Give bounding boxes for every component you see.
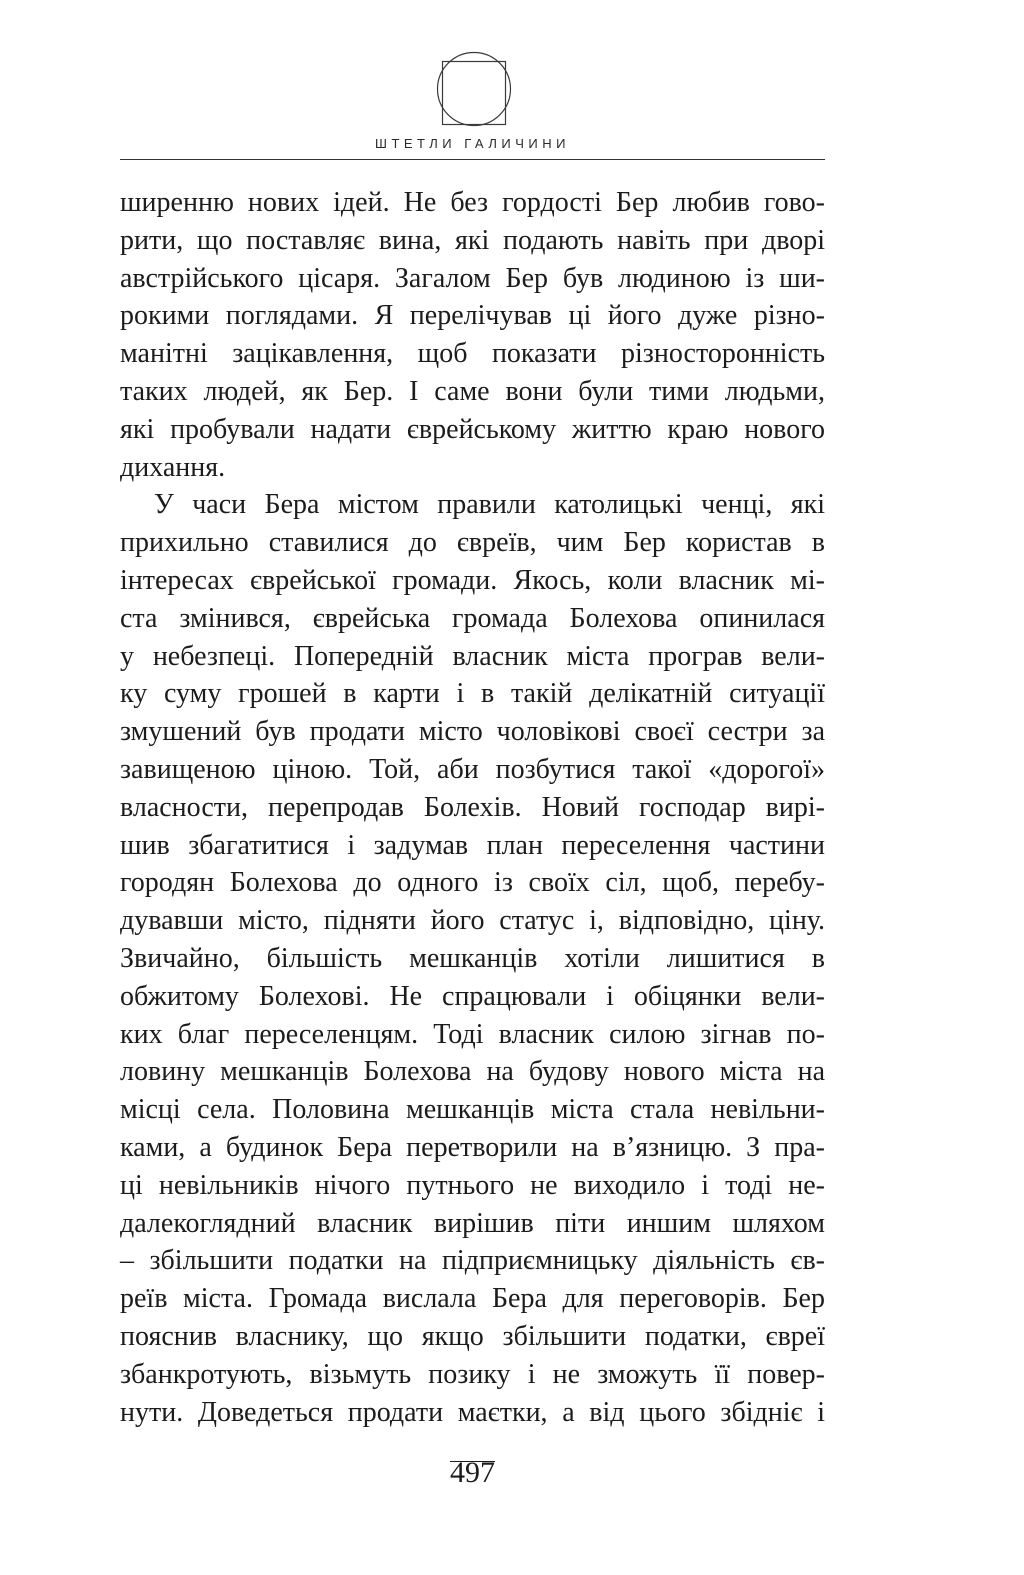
text-line: прихильно ставилися до євреїв, чим Бер користав в (120, 527, 825, 559)
text-line: обжитому Болехові. Не спрацювали і обіцянки вели- (120, 980, 825, 1012)
text-line: ста змінився, єврейська громада Болехова опинилася (120, 602, 825, 634)
text-line: городян Болехова до одного із своїх сіл, щоб, перебу- (120, 867, 825, 899)
circle-square-emblem-icon (436, 51, 512, 127)
text-line: реїв міста. Громада вислала Бера для переговорів. Бер (120, 1283, 825, 1315)
text-line: таких людей, як Бер. І саме вони були тими людьми, (120, 375, 825, 407)
page-number: 497 (450, 1456, 495, 1489)
text-line: власности, перепродав Болехів. Новий господар вирі- (120, 791, 825, 823)
paragraph (120, 184, 825, 486)
text-line: рити, що поставляє вина, які подають навіть при дворі (120, 224, 825, 256)
body-text (120, 184, 825, 1431)
text-line: ку суму грошей в карти і в такій делікатній ситуації (120, 678, 825, 710)
text-line: Звичайно, більшість мешканців хотіли лишитися в (120, 942, 825, 974)
text-line: шив збагатитися і задумав план переселення частини (120, 829, 825, 861)
text-line: ці невільників нічого путнього не виходило і тоді не- (120, 1169, 825, 1201)
text-line: ких благ переселенцям. Тоді власник силою зігнав по- (120, 1018, 825, 1050)
text-line: австрійського цісаря. Загалом Бер був людиною із ши- (120, 262, 825, 294)
text-line: пояснив власнику, що якщо збільшити податки, євреї (120, 1320, 825, 1352)
text-line: інтересах єврейської громади. Якось, коли власник мі- (120, 564, 825, 596)
text-line: завищеною ціною. Той, аби позбутися такої «дорогої» (120, 753, 825, 785)
text-line: манітні зацікавлення, щоб показати різносторонність (120, 338, 825, 370)
text-line: збанкротують, візьмуть позику і не зможуть її повер- (120, 1358, 825, 1390)
text-line: ширенню нових ідей. Не без гордості Бер любив гово- (120, 187, 825, 218)
text-line: У часи Бера містом правили католицькі ченці, які (154, 489, 825, 521)
text-line: у небезпеці. Попередній власник міста програв вели- (120, 640, 825, 672)
text-line: рокими поглядами. Я перелічував ці його дуже різно- (120, 300, 825, 332)
text-line: ками, а будинок Бера перетворили на в’язницю. З пра- (120, 1131, 825, 1163)
text-line: дихання. (120, 451, 226, 483)
text-line: місці села. Половина мешканців міста стала невільни- (120, 1094, 825, 1126)
text-line: далекоглядний власник вирішив піти иншим шляхом (120, 1207, 825, 1239)
text-line: дувавши місто, підняти його статус і, відповідно, ціну. (120, 905, 825, 937)
text-line: нути. Доведеться продати маєтки, а від цього збідніє і (120, 1396, 825, 1428)
running-head: ШТЕТЛИ ГАЛИЧИНИ (375, 136, 570, 151)
header-rule (120, 159, 825, 160)
text-line: ловину мешканців Болехова на будову нового міста на (120, 1056, 825, 1088)
paragraph (120, 486, 825, 1431)
text-line: які пробували надати єврейському життю краю нового (120, 413, 825, 445)
text-line: – збільшити податки на підприємницьку діяльність єв- (120, 1245, 825, 1277)
text-line: змушений був продати місто чоловікові своєї сестри за (120, 716, 825, 748)
